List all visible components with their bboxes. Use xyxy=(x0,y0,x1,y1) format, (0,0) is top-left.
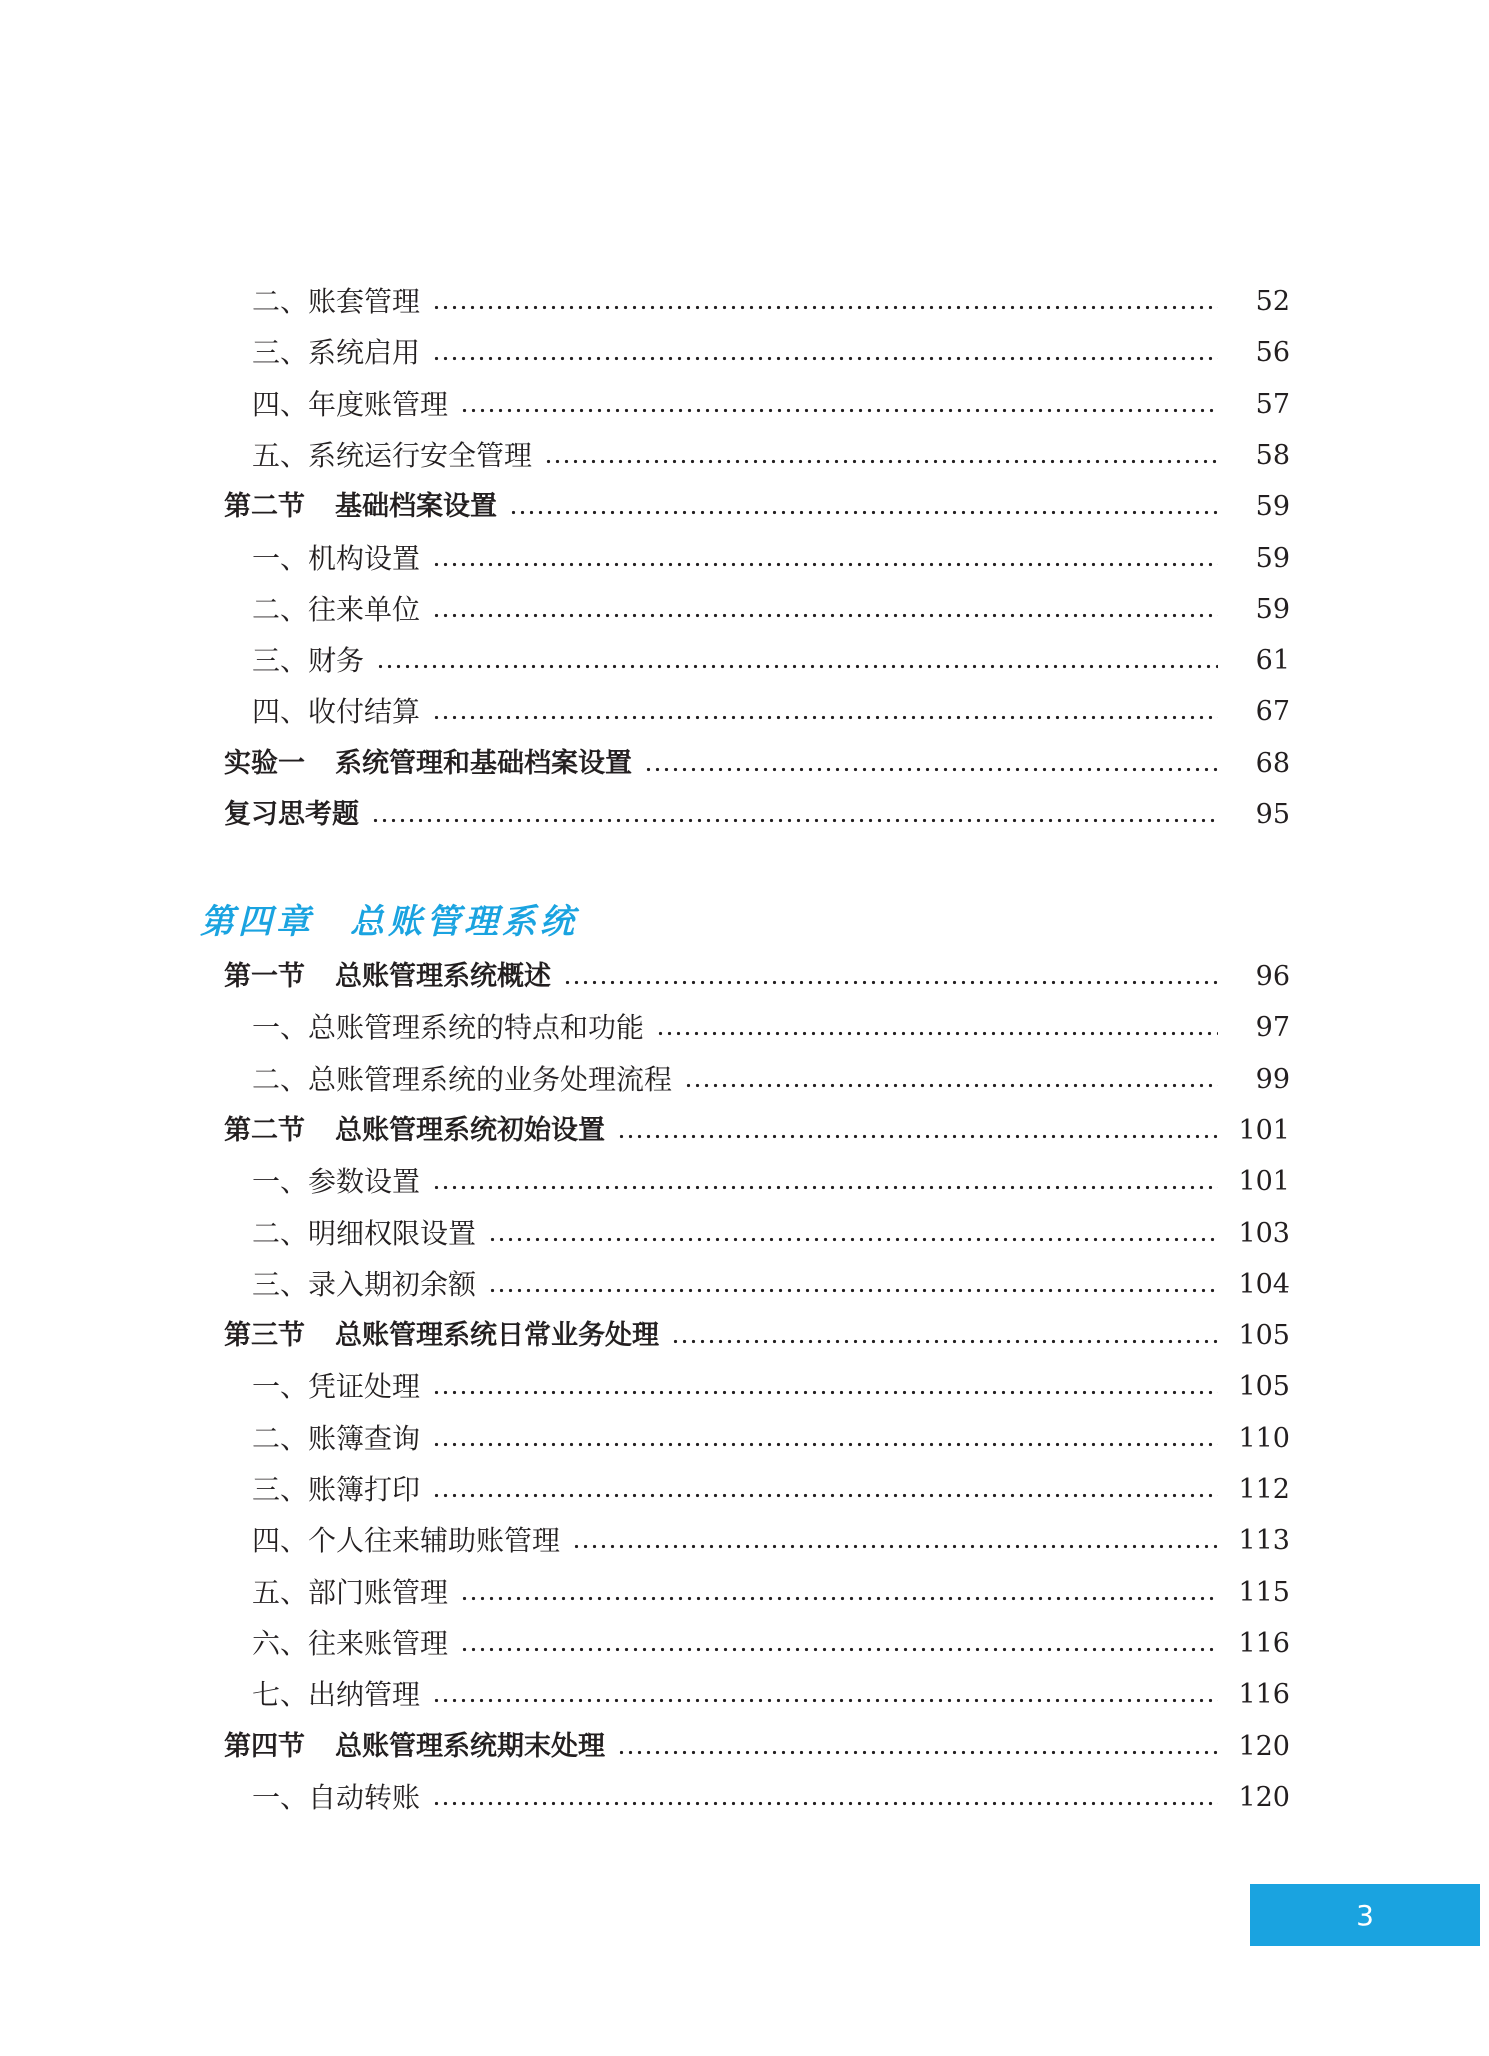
toc-page-number: 115 xyxy=(1238,1576,1290,1608)
toc-page-number: 105 xyxy=(1238,1371,1290,1403)
toc-entry-title: 总账管理系统期末处理 xyxy=(335,1730,605,1762)
toc-page-number: 97 xyxy=(1255,1012,1290,1044)
toc-entry-title: 基础档案设置 xyxy=(335,491,497,523)
toc-entry-title: 总账管理系统概述 xyxy=(335,961,551,992)
toc-item-row xyxy=(0,1414,1290,1464)
toc-entry-label xyxy=(224,482,497,532)
toc-item-row xyxy=(0,1157,1290,1207)
toc-entry-title: 出纳管理 xyxy=(308,1678,421,1712)
toc-entry-number: 三、 xyxy=(252,336,309,370)
toc-entry-title: 自动转账 xyxy=(308,1780,421,1814)
toc-entry-label xyxy=(252,1773,420,1823)
toc-entry-title: 部门账管理 xyxy=(308,1575,449,1609)
toc-page-number: 101 xyxy=(1238,1114,1290,1146)
toc-section-row xyxy=(0,1311,1290,1361)
toc-entry-label xyxy=(252,1157,420,1207)
toc-page-number: 116 xyxy=(1238,1627,1290,1659)
toc-item-row xyxy=(0,585,1290,635)
toc-item-row xyxy=(0,1209,1290,1259)
toc-item-row xyxy=(0,534,1290,584)
toc-item-row xyxy=(0,431,1290,481)
dot-leader xyxy=(432,1465,1218,1515)
dot-leader xyxy=(617,1106,1218,1156)
toc-entry-label xyxy=(252,1209,476,1259)
toc-entry-number: 一、 xyxy=(252,1780,309,1814)
toc-entry-label xyxy=(224,790,359,840)
toc-page-number: 101 xyxy=(1238,1166,1290,1198)
toc-entry-number: 六、 xyxy=(252,1626,309,1660)
toc-entry-label xyxy=(252,1055,672,1105)
toc-item-row xyxy=(0,1055,1290,1105)
dot-leader xyxy=(563,952,1218,1002)
toc-entry-title: 机构设置 xyxy=(308,541,421,575)
toc-entry-label xyxy=(252,1260,476,1310)
toc-section-row xyxy=(0,952,1290,1002)
toc-entry-title: 财务 xyxy=(308,644,365,678)
toc-entry-label xyxy=(252,431,532,481)
dot-leader xyxy=(671,1311,1218,1361)
toc-entry-number: 二、 xyxy=(252,1062,309,1096)
toc-entry-number: 二、 xyxy=(252,1216,309,1250)
toc-item-row xyxy=(0,1362,1290,1412)
dot-leader xyxy=(617,1722,1218,1772)
toc-page-number: 59 xyxy=(1255,593,1290,625)
toc-entry-label xyxy=(252,1670,420,1720)
toc-section-row xyxy=(0,1106,1290,1156)
toc-entry-number: 一、 xyxy=(252,541,309,575)
toc-entry-title: 总账管理系统日常业务处理 xyxy=(335,1320,659,1352)
toc-entry-label xyxy=(252,1619,448,1669)
toc-entry-number: 七、 xyxy=(252,1678,309,1712)
toc-entry-title: 往来单位 xyxy=(308,592,421,626)
toc-page-number: 120 xyxy=(1238,1781,1290,1813)
toc-entry-number: 第三节 xyxy=(224,1320,305,1352)
toc-entry-number: 第四节 xyxy=(224,1730,305,1762)
chapter-number: 第四章 xyxy=(200,902,314,942)
toc-entry-label xyxy=(252,1516,560,1566)
toc-entry-number: 四、 xyxy=(252,1524,309,1558)
toc-entry-title: 参数设置 xyxy=(308,1165,421,1199)
dot-leader xyxy=(432,1773,1218,1823)
chapter-heading xyxy=(200,892,578,952)
toc-item-row xyxy=(0,1773,1290,1823)
dot-leader xyxy=(488,1260,1218,1310)
toc-entry-title: 系统管理和基础档案设置 xyxy=(335,747,632,779)
toc-entry-label xyxy=(252,687,420,737)
dot-leader xyxy=(656,1003,1218,1053)
toc-entry-number: 第二节 xyxy=(224,1114,305,1146)
toc-entry-label xyxy=(252,636,364,686)
toc-entry-number: 五、 xyxy=(252,438,309,472)
toc-entry-title: 总账管理系统的特点和功能 xyxy=(308,1011,645,1045)
toc-entry-label xyxy=(252,534,420,584)
toc-page-number: 95 xyxy=(1255,799,1290,830)
toc-entry-title: 系统启用 xyxy=(308,336,421,370)
dot-leader xyxy=(376,636,1218,686)
toc-page-number: 110 xyxy=(1238,1422,1290,1454)
toc-section-row xyxy=(0,482,1290,532)
toc-page-number: 58 xyxy=(1255,439,1290,471)
toc-page-number: 67 xyxy=(1255,696,1290,728)
toc-page-number: 52 xyxy=(1255,286,1290,317)
toc-entry-number: 一、 xyxy=(252,1370,309,1404)
toc-entry-label xyxy=(224,1722,605,1772)
toc-page-number: 116 xyxy=(1238,1679,1290,1711)
toc-entry-label xyxy=(252,1465,420,1515)
toc-section-row xyxy=(0,1722,1290,1772)
toc-entry-number: 三、 xyxy=(252,1267,309,1301)
toc-page-number: 59 xyxy=(1255,491,1290,523)
toc-entry-label xyxy=(252,1414,420,1464)
toc-entry-title: 总账管理系统初始设置 xyxy=(335,1114,605,1146)
toc-entry-label xyxy=(224,1311,659,1361)
toc-item-row xyxy=(0,1516,1290,1566)
toc-entry-number: 二、 xyxy=(252,285,309,318)
toc-entry-number: 复习思考题 xyxy=(224,799,359,830)
toc-entry-title: 账簿打印 xyxy=(308,1473,421,1506)
toc-entry-label xyxy=(252,380,448,430)
dot-leader xyxy=(644,739,1218,789)
toc-entry-title: 凭证处理 xyxy=(308,1370,421,1404)
toc-page-number: 61 xyxy=(1255,645,1290,677)
toc-entry-label xyxy=(224,952,551,1002)
dot-leader xyxy=(544,431,1218,481)
dot-leader xyxy=(371,790,1218,840)
dot-leader xyxy=(432,1414,1218,1464)
dot-leader xyxy=(432,277,1218,327)
toc-item-row xyxy=(0,1619,1290,1669)
toc-item-row xyxy=(0,380,1290,430)
toc-item-row xyxy=(0,1568,1290,1618)
toc-entry-title: 总账管理系统的业务处理流程 xyxy=(308,1062,673,1096)
toc-page-number: 120 xyxy=(1238,1730,1290,1762)
toc-entry-number: 四、 xyxy=(252,695,309,729)
toc-entry-number: 实验一 xyxy=(224,747,305,779)
dot-leader xyxy=(432,328,1218,378)
toc-page-number: 96 xyxy=(1255,961,1290,992)
toc-item-row xyxy=(0,328,1290,378)
toc-entry-number: 三、 xyxy=(252,644,309,678)
dot-leader xyxy=(460,380,1218,430)
toc-page-number: 68 xyxy=(1255,747,1290,779)
toc-entry-number: 四、 xyxy=(252,387,309,421)
dot-leader xyxy=(509,482,1218,532)
toc-entry-title: 系统运行安全管理 xyxy=(308,438,533,472)
toc-page-number: 104 xyxy=(1238,1268,1290,1300)
toc-entry-number: 第二节 xyxy=(224,491,305,523)
dot-leader xyxy=(432,687,1218,737)
toc-item-row xyxy=(0,1260,1290,1310)
toc-entry-number: 第一节 xyxy=(224,961,305,992)
toc-item-row xyxy=(0,1003,1290,1053)
toc-page-number: 56 xyxy=(1255,337,1290,369)
toc-entry-label xyxy=(252,1003,644,1053)
toc-section-row xyxy=(0,739,1290,789)
toc-entry-label xyxy=(252,1568,448,1618)
toc-entry-label xyxy=(252,328,420,378)
toc-entry-number: 一、 xyxy=(252,1165,309,1199)
toc-entry-number: 三、 xyxy=(252,1473,309,1506)
toc-section-row xyxy=(0,790,1290,840)
toc-entry-title: 账套管理 xyxy=(308,285,421,318)
toc-page-number: 99 xyxy=(1255,1063,1290,1095)
toc-entry-label xyxy=(252,585,420,635)
toc-item-row xyxy=(0,636,1290,686)
dot-leader xyxy=(432,1670,1218,1720)
toc-page-number: 112 xyxy=(1238,1474,1290,1505)
dot-leader xyxy=(460,1619,1218,1669)
toc-entry-title: 年度账管理 xyxy=(308,387,449,421)
toc-item-row xyxy=(0,277,1290,327)
toc-entry-label xyxy=(224,739,632,789)
toc-page-number: 59 xyxy=(1255,542,1290,574)
toc-page-number: 105 xyxy=(1238,1320,1290,1352)
page-number: 3 xyxy=(1356,1898,1374,1932)
toc-page-number: 57 xyxy=(1255,388,1290,420)
toc-entry-label xyxy=(224,1106,605,1156)
toc-entry-title: 明细权限设置 xyxy=(308,1216,477,1250)
dot-leader xyxy=(460,1568,1218,1618)
toc-entry-number: 一、 xyxy=(252,1011,309,1045)
toc-entry-label xyxy=(252,277,420,327)
toc-entry-title: 个人往来辅助账管理 xyxy=(308,1524,561,1558)
dot-leader xyxy=(572,1516,1218,1566)
toc-page-number: 113 xyxy=(1238,1525,1290,1557)
toc-item-row xyxy=(0,687,1290,737)
page-number-tab xyxy=(1250,1884,1480,1946)
dot-leader xyxy=(684,1055,1218,1105)
toc-entry-title: 录入期初余额 xyxy=(308,1267,477,1301)
toc-entry-title: 账簿查询 xyxy=(308,1421,421,1455)
dot-leader xyxy=(488,1209,1218,1259)
toc-entry-number: 五、 xyxy=(252,1575,309,1609)
toc-page-number: 103 xyxy=(1238,1217,1290,1249)
toc-entry-title: 往来账管理 xyxy=(308,1626,449,1660)
toc-item-row xyxy=(0,1670,1290,1720)
dot-leader xyxy=(432,1157,1218,1207)
dot-leader xyxy=(432,1362,1218,1412)
toc-entry-label xyxy=(252,1362,420,1412)
toc-entry-number: 二、 xyxy=(252,1421,309,1455)
toc-entry-number: 二、 xyxy=(252,592,309,626)
toc-item-row xyxy=(0,1465,1290,1515)
dot-leader xyxy=(432,585,1218,635)
toc-entry-title: 收付结算 xyxy=(308,695,421,729)
chapter-title: 总账管理系统 xyxy=(350,902,578,942)
dot-leader xyxy=(432,534,1218,584)
